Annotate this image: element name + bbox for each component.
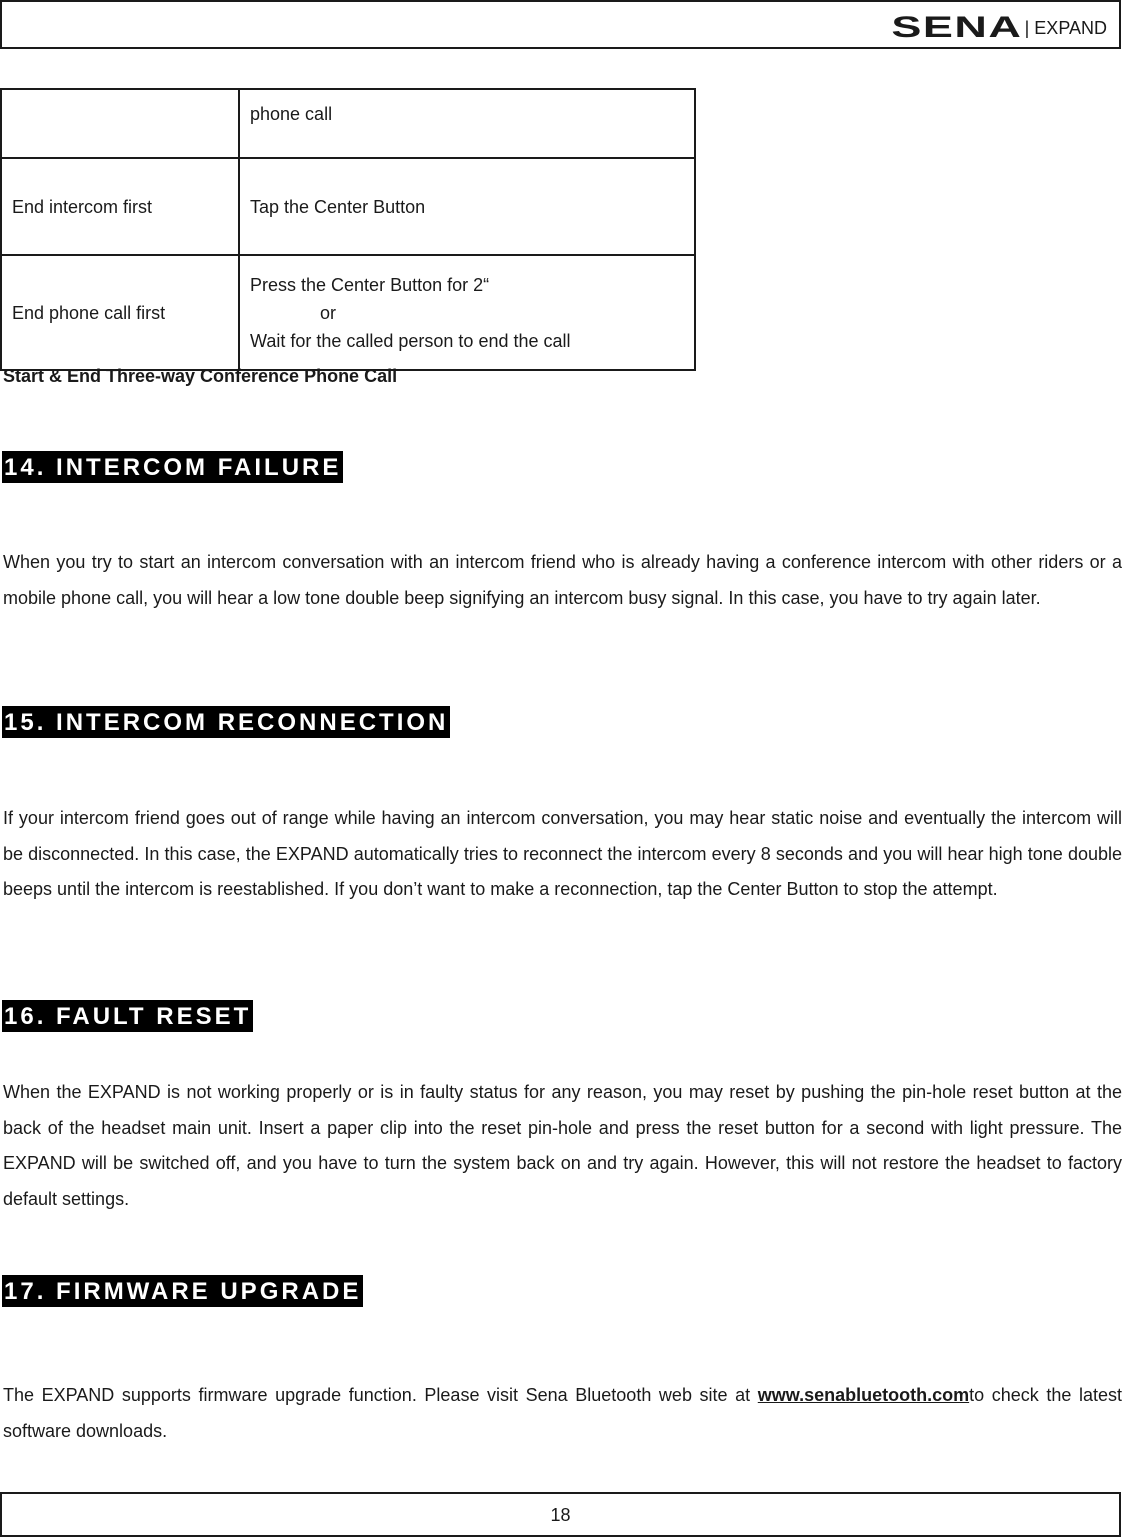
section-heading-firmware-upgrade: 17. FIRMWARE UPGRADE (2, 1275, 363, 1307)
table-cell-label (1, 89, 239, 158)
brand (891, 11, 1107, 44)
table-cell-action: Tap the Center Button (239, 158, 695, 255)
sena-logo: SENA (891, 11, 1023, 44)
table-cell-label: End intercom first (1, 158, 239, 255)
table-cell-label: End phone call first (1, 255, 239, 370)
firmware-text-after: to check the latest software downloads. (3, 1385, 1122, 1441)
section-body-intercom-failure: When you try to start an intercom conversation with an intercom friend who is already having a conference intercom with other riders or a mobile phone call, you will hear a low tone double beep signifying an intercom busy signal. In this case, you have to try again later. (3, 552, 1122, 608)
firmware-text-before: The EXPAND supports firmware upgrade function. Please visit Sena Bluetooth web site at (3, 1385, 758, 1405)
page-footer (0, 1492, 1121, 1537)
table-cell-action (239, 255, 695, 370)
action-line: Press the Center Button for 2“ (250, 274, 490, 295)
section-body-intercom-reconnection: If your intercom friend goes out of range while having an intercom conversation, you may hear static noise and eventually the intercom will be disconnected. In this case, the EXPAND automatically tries to reconnect the intercom every 8 seconds and you will hear high tone double beeps until the intercom is reestablished. If you don’t want to make a reconnection, tap the Center Button to stop the attempt. (3, 808, 1122, 899)
section-heading-fault-reset: 16. FAULT RESET (2, 1000, 253, 1032)
page-number: 18 (550, 1505, 571, 1525)
action-line: Wait for the called person to end the call (250, 330, 571, 351)
product-name: | EXPAND (1024, 18, 1107, 38)
table-row (1, 158, 695, 255)
conference-call-table (0, 88, 696, 371)
section-heading-intercom-reconnection: 15. INTERCOM RECONNECTION (2, 706, 450, 738)
table-caption: Start & End Three-way Conference Phone Call (3, 366, 398, 386)
sena-website-link[interactable]: www.senabluetooth.com (757, 1385, 970, 1405)
page-header (0, 0, 1121, 49)
action-or: or (320, 302, 337, 323)
table-cell-action: phone call (239, 89, 695, 158)
table-row (1, 89, 695, 158)
section-body-fault-reset: When the EXPAND is not working properly or is in faulty status for any reason, you may reset by pushing the pin-hole reset button at the back of the headset main unit. Insert a paper clip into the reset pin-hole and press the reset button for a second with light pressure. The EXPAND will be switched off, and you have to turn the system back on and try again. However, this will not restore the headset to factory default settings. (3, 1082, 1122, 1209)
section-heading-intercom-failure: 14. INTERCOM FAILURE (2, 451, 343, 483)
table-row (1, 255, 695, 370)
section-body-firmware-upgrade (3, 1378, 1122, 1449)
